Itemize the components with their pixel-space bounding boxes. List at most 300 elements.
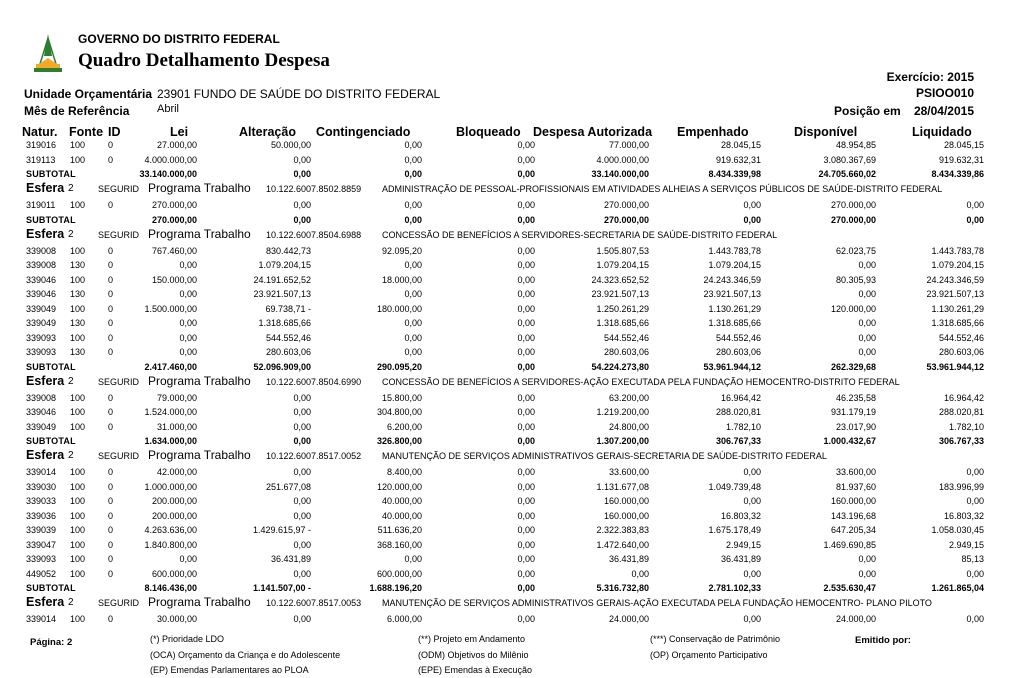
cell-fonte: 100: [70, 467, 86, 477]
subtotal-row: [0, 362, 1024, 374]
cell-contingenciado: 511.636,20: [377, 525, 422, 535]
cell-despesa-autorizada: 36.431,89: [608, 554, 649, 564]
cell-natur: 319113: [26, 154, 56, 165]
cell-natur: 319011: [26, 200, 56, 210]
esfera-header: [0, 448, 1024, 463]
note-patrimonio: (***) Conservação de Patrimônio: [650, 634, 781, 644]
cell-lei: 2.417.460,00: [144, 361, 197, 372]
cell-natur: 339093: [26, 347, 57, 357]
cell-disponivel: 143.196,68: [830, 510, 876, 521]
cell-bloqueado: 0,00: [517, 169, 535, 179]
programa-description: MANUTENÇÃO DE SERVIÇOS ADMINISTRATIVOS GERAIS-AÇÃO EXECUTADA PELA FUNDAÇÃO HEMOCENTRO- PLANO PILOTO: [382, 598, 932, 608]
cell-empenhado: 1.318.685,66: [708, 318, 761, 328]
cell-empenhado: 0,00: [743, 614, 761, 624]
cell-alteracao: 0,00: [293, 169, 311, 179]
cell-alteracao: 0,00: [293, 467, 311, 477]
cell-contingenciado: 368.160,00: [376, 539, 422, 550]
cell-alteracao: 1.079.204,15: [258, 260, 311, 270]
cell-alteracao: 0,00: [293, 392, 311, 403]
cell-disponivel: 3.080.367,69: [823, 154, 876, 165]
table-row: [0, 318, 1024, 330]
cell-contingenciado: 0,00: [404, 214, 422, 225]
cell-empenhado: 280.603,06: [715, 347, 761, 357]
cell-disponivel: 0,00: [858, 318, 876, 328]
cell-alteracao: 50.000,00: [270, 140, 311, 150]
esfera-label: Esfera: [26, 181, 65, 195]
cell-contingenciado: 40.000,00: [381, 496, 422, 506]
cell-contingenciado: 304.800,00: [376, 407, 422, 417]
cell-liquidado: 306.767,33: [938, 436, 984, 446]
cell-natur: 339046: [26, 274, 57, 285]
cell-despesa-autorizada: 1.307.200,00: [596, 436, 649, 446]
cell-alteracao: 830.442,73: [265, 245, 311, 256]
cell-alteracao: 0,00: [293, 539, 311, 550]
cell-liquidado: 8.434.339,86: [931, 169, 984, 179]
unidade-label: Unidade Orçamentária: [24, 87, 153, 101]
cell-id: 0: [108, 274, 114, 285]
programa-code: 10.122.6007.8504.6990: [266, 376, 362, 387]
cell-alteracao: 23.921.507,13: [253, 289, 311, 299]
table-row: [0, 260, 1024, 272]
cell-despesa-autorizada: 544.552,46: [603, 332, 649, 343]
table-row: [0, 614, 1024, 626]
cell-bloqueado: 0,00: [517, 154, 535, 165]
cell-liquidado: 1.318.685,66: [931, 318, 984, 328]
cell-bloqueado: 0,00: [517, 583, 535, 593]
cell-lei: 0,00: [179, 260, 197, 270]
cell-fonte: 130: [70, 289, 86, 299]
cell-id: 0: [108, 407, 114, 417]
cell-liquidado: 28.045,15: [943, 140, 984, 150]
cell-bloqueado: 0,00: [517, 332, 535, 343]
cell-disponivel: 2.535.630,47: [823, 583, 876, 593]
cell-disponivel: 120.000,00: [830, 303, 876, 314]
cell-despesa-autorizada: 1.318.685,66: [596, 318, 649, 328]
cell-despesa-autorizada: 160.000,00: [603, 496, 649, 506]
cell-contingenciado: 0,00: [404, 200, 422, 210]
cell-disponivel: 0,00: [858, 347, 876, 357]
cell-contingenciado: 0,00: [404, 332, 422, 343]
subtotal-row: [0, 583, 1024, 595]
cell-despesa-autorizada: 33.140.000,00: [591, 169, 649, 179]
table-row: [0, 333, 1024, 345]
cell-empenhado: 306.767,33: [715, 436, 761, 446]
cell-bloqueado: 0,00: [517, 140, 535, 150]
cell-lei: 33.140.000,00: [139, 169, 197, 179]
cell-disponivel: 0,00: [858, 554, 876, 564]
cell-bloqueado: 0,00: [517, 614, 535, 624]
cell-alteracao: 24.191.652,52: [253, 274, 311, 285]
col-contingenciado: Contingenciado: [316, 125, 411, 139]
programa-code: 10.122.6007.8502.8859: [266, 184, 362, 194]
cell-alteracao: 0,00: [293, 407, 311, 417]
cell-id: 0: [108, 245, 114, 256]
table-row: [0, 554, 1024, 566]
cell-fonte: 100: [70, 392, 86, 403]
cell-natur: 319016: [26, 140, 57, 150]
cell-lei: 1.000.000,00: [144, 481, 197, 492]
cell-alteracao: 0,00: [293, 200, 311, 210]
cell-natur: 339008: [26, 245, 57, 256]
cell-contingenciado: 600.000,00: [376, 568, 422, 579]
cell-disponivel: 270.000,00: [830, 214, 876, 225]
note-ep: (EP) Emendas Parlamentares ao PLOA: [150, 665, 309, 675]
cell-empenhado: 16.803,32: [720, 510, 761, 521]
esfera-number: 2: [68, 228, 74, 240]
table-row: [0, 393, 1024, 405]
cell-alteracao: 0,00: [293, 510, 311, 521]
cell-alteracao: 52.096.909,00: [253, 361, 311, 372]
esfera-number: 2: [68, 450, 74, 461]
cell-lei: 0,00: [179, 318, 197, 328]
posicao-value: 28/04/2015: [913, 104, 974, 118]
cell-liquidado: 280.603,06: [938, 347, 984, 357]
subtotal-row: [0, 169, 1024, 181]
cell-fonte: 100: [70, 481, 86, 492]
cell-bloqueado: 0,00: [517, 214, 535, 225]
cell-contingenciado: 0,00: [404, 347, 422, 357]
col-liquidado: Liquidado: [912, 125, 972, 139]
cell-despesa-autorizada: 4.000.000,00: [596, 154, 649, 165]
cell-despesa-autorizada: 24.000,00: [608, 614, 649, 624]
cell-liquidado: 2.949,15: [948, 539, 984, 550]
cell-id: 0: [108, 496, 114, 506]
cell-bloqueado: 0,00: [517, 436, 535, 446]
cell-bloqueado: 0,00: [517, 568, 535, 579]
segurid-label: SEGURID: [98, 229, 140, 240]
emitido-por: Emitido por:: [855, 635, 911, 646]
cell-fonte: 100: [70, 140, 86, 150]
programa-description: CONCESSÃO DE BENEFÍCIOS A SERVIDORES-AÇÃO EXECUTADA PELA FUNDAÇÃO HEMOCENTRO-DISTRITO FEDERAL: [382, 376, 900, 387]
table-row: [0, 140, 1024, 152]
cell-liquidado: 183.996,99: [938, 481, 984, 492]
cell-empenhado: 8.434.339,98: [708, 169, 761, 179]
col-alteracao: Alteração: [239, 125, 296, 139]
segurid-label: SEGURID: [98, 376, 140, 387]
cell-liquidado: 0,00: [966, 614, 984, 624]
segurid-label: SEGURID: [98, 598, 140, 608]
cell-lei: 0,00: [179, 554, 197, 564]
cell-bloqueado: 0,00: [517, 407, 535, 417]
programa-description: MANUTENÇÃO DE SERVIÇOS ADMINISTRATIVOS GERAIS-SECRETARIA DE SAÚDE-DISTRITO FEDERAL: [382, 451, 827, 461]
cell-empenhado: 28.045,15: [720, 140, 761, 150]
cell-lei: 31.000,00: [156, 421, 197, 432]
cell-empenhado: 0,00: [743, 200, 761, 210]
cell-despesa-autorizada: 63.200,00: [608, 392, 649, 403]
programa-code: 10.122.6007.8517.0053: [266, 598, 362, 608]
cell-bloqueado: 0,00: [517, 200, 535, 210]
cell-fonte: 130: [70, 260, 86, 270]
cell-disponivel: 931.179,19: [830, 407, 876, 417]
cell-lei: 270.000,00: [151, 214, 197, 225]
cell-disponivel: 1.469.690,85: [823, 539, 876, 550]
cell-bloqueado: 0,00: [517, 260, 535, 270]
esfera-number: 2: [68, 597, 74, 608]
cell-disponivel: 81.937,60: [835, 481, 876, 492]
cell-liquidado: 85,13: [961, 554, 984, 564]
col-id: ID: [108, 125, 121, 139]
subtotal-row: [0, 215, 1024, 227]
col-empenhado: Empenhado: [677, 125, 749, 139]
cell-natur: 339033: [26, 496, 57, 506]
cell-contingenciado: 120.000,00: [376, 481, 422, 492]
cell-id: 0: [108, 200, 114, 210]
cell-id: 0: [108, 614, 114, 624]
cell-natur: 339030: [26, 481, 57, 492]
cell-empenhado: 24.243.346,59: [703, 274, 761, 285]
programa-trabalho-label: Programa Trabalho: [148, 595, 251, 609]
cell-natur: 339093: [26, 332, 57, 343]
cell-natur: 339036: [26, 510, 57, 521]
cell-lei: 1.524.000,00: [144, 407, 197, 417]
cell-bloqueado: 0,00: [517, 481, 535, 492]
cell-liquidado: 23.921.507,13: [926, 289, 984, 299]
cell-lei: 1.500.000,00: [144, 303, 197, 314]
col-despesa-autorizada: Despesa Autorizada: [533, 125, 653, 139]
cell-id: 0: [108, 332, 114, 343]
cell-natur: 339093: [26, 554, 57, 564]
cell-contingenciado: 0,00: [404, 154, 422, 165]
cell-empenhado: 0,00: [743, 214, 761, 225]
cell-empenhado: 53.961.944,12: [703, 361, 761, 372]
cell-id: 0: [108, 140, 114, 150]
cell-natur: 339046: [26, 289, 57, 299]
cell-despesa-autorizada: 23.921.507,13: [591, 289, 649, 299]
cell-bloqueado: 0,00: [517, 361, 535, 372]
cell-natur: 339049: [26, 421, 57, 432]
cell-despesa-autorizada: 1.131.677,08: [596, 481, 649, 492]
cell-bloqueado: 0,00: [517, 289, 535, 299]
cell-disponivel: 262.329,68: [830, 361, 876, 372]
cell-disponivel: 23.017,90: [835, 421, 876, 432]
esfera-header: [0, 374, 1024, 389]
cell-empenhado: 544.552,46: [715, 332, 761, 343]
esfera-number: 2: [68, 183, 74, 194]
cell-alteracao: 0,00: [293, 568, 311, 579]
table-row: [0, 467, 1024, 479]
segurid-label: SEGURID: [98, 184, 140, 194]
page-number: Página: 2: [30, 637, 73, 648]
cell-bloqueado: 0,00: [517, 392, 535, 403]
cell-empenhado: 2.781.102,33: [708, 583, 761, 593]
cell-lei: 0,00: [179, 289, 197, 299]
cell-lei: 42.000,00: [156, 467, 197, 477]
cell-contingenciado: 290.095,20: [376, 361, 422, 372]
cell-fonte: 100: [70, 332, 86, 343]
cell-bloqueado: 0,00: [517, 318, 535, 328]
col-natur: Natur.: [22, 125, 58, 139]
esfera-header: [0, 595, 1024, 610]
cell-empenhado: 36.431,89: [720, 554, 761, 564]
cell-despesa-autorizada: 54.224.273,80: [591, 361, 649, 372]
table-row: [0, 155, 1024, 167]
cell-bloqueado: 0,00: [517, 274, 535, 285]
cell-disponivel: 270.000,00: [830, 200, 876, 210]
esfera-label: Esfera: [26, 226, 65, 241]
cell-despesa-autorizada: 2.322.383,83: [596, 525, 649, 535]
cell-lei: 600.000,00: [151, 568, 197, 579]
unidade-value: 23901 FUNDO DE SAÚDE DO DISTRITO FEDERAL: [157, 87, 441, 101]
table-row: [0, 289, 1024, 301]
cell-empenhado: 1.443.783,78: [708, 245, 761, 256]
cell-fonte: 100: [70, 303, 86, 314]
posicao-label: Posição em: [834, 104, 901, 118]
programa-trabalho-label: Programa Trabalho: [148, 448, 251, 462]
cell-liquidado: 1.058.030,45: [931, 525, 984, 535]
cell-natur: 339008: [26, 260, 57, 270]
esfera-label: Esfera: [26, 373, 65, 388]
cell-contingenciado: 0,00: [404, 140, 422, 150]
cell-fonte: 100: [70, 614, 86, 624]
cell-despesa-autorizada: 270.000,00: [603, 214, 649, 225]
cell-empenhado: 1.782,10: [725, 421, 761, 432]
cell-disponivel: 46.235,58: [835, 392, 876, 403]
cell-natur: 339014: [26, 614, 57, 624]
note-ldo: (*) Prioridade LDO: [150, 634, 225, 644]
cell-alteracao: 544.552,46: [265, 332, 311, 343]
cell-lei: 8.146.436,00: [144, 583, 197, 593]
cell-lei: 0,00: [179, 347, 197, 357]
cell-empenhado: 2.949,15: [725, 539, 761, 550]
cell-contingenciado: 1.688.196,20: [369, 583, 422, 593]
cell-natur: 339047: [26, 539, 57, 550]
table-row: [0, 482, 1024, 494]
cell-alteracao: 0,00: [293, 496, 311, 506]
cell-liquidado: 1.261.865,04: [931, 583, 984, 593]
cell-empenhado: 0,00: [743, 467, 761, 477]
exercicio: Exercício: 2015: [886, 70, 974, 84]
col-lei: Lei: [170, 125, 189, 139]
cell-empenhado: 288.020,81: [715, 407, 761, 417]
cell-liquidado: 0,00: [966, 214, 984, 225]
cell-contingenciado: 18.000,00: [381, 274, 422, 285]
cell-id: 0: [108, 510, 114, 521]
cell-disponivel: 62.023,75: [835, 245, 876, 256]
cell-lei: 30.000,00: [156, 614, 197, 624]
cell-despesa-autorizada: 5.316.732,80: [596, 583, 649, 593]
cell-id: 0: [108, 392, 114, 403]
cell-liquidado: 0,00: [966, 568, 984, 579]
cell-liquidado: 16.964,42: [943, 392, 984, 403]
cell-lei: 0,00: [179, 332, 197, 343]
cell-id: 0: [108, 467, 114, 477]
table-row: [0, 511, 1024, 523]
cell-contingenciado: 0,00: [404, 554, 422, 564]
cell-fonte: 100: [70, 200, 86, 210]
cell-liquidado: 288.020,81: [938, 407, 984, 417]
esfera-label: Esfera: [26, 595, 65, 609]
cell-id: 0: [108, 568, 114, 579]
cell-lei: 200.000,00: [151, 496, 197, 506]
cell-natur: 339049: [26, 318, 57, 328]
cell-empenhado: 919.632,31: [715, 154, 761, 165]
table-row: [0, 407, 1024, 419]
cell-liquidado: 16.803,32: [943, 510, 984, 521]
cell-disponivel: 0,00: [858, 332, 876, 343]
cell-alteracao: 1.429.615,97 -: [252, 525, 311, 535]
programa-description: CONCESSÃO DE BENEFÍCIOS A SERVIDORES-SECRETARIA DE SAÚDE-DISTRITO FEDERAL: [382, 229, 778, 240]
cell-disponivel: 48.954,85: [835, 140, 876, 150]
cell-lei: 150.000,00: [151, 274, 197, 285]
cell-bloqueado: 0,00: [517, 496, 535, 506]
cell-contingenciado: 6.000,00: [386, 614, 422, 624]
table-row: [0, 304, 1024, 316]
note-oca: (OCA) Orçamento da Criança e do Adolescente: [150, 650, 341, 660]
cell-liquidado: 0,00: [966, 467, 984, 477]
cell-alteracao: 1.141.507,00 -: [252, 583, 311, 593]
cell-disponivel: 160.000,00: [830, 496, 876, 506]
table-row: [0, 569, 1024, 581]
cell-lei: 270.000,00: [151, 200, 197, 210]
cell-natur: 339014: [26, 467, 57, 477]
cell-id: 0: [108, 347, 114, 357]
cell-alteracao: 280.603,06: [265, 347, 311, 357]
table-row: [0, 246, 1024, 258]
cell-despesa-autorizada: 1.250.261,29: [596, 303, 649, 314]
cell-liquidado: 53.961.944,12: [926, 361, 984, 372]
cell-liquidado: 544.552,46: [938, 332, 984, 343]
mes-label: Mês de Referência: [24, 104, 130, 118]
cell-contingenciado: 40.000,00: [381, 510, 422, 521]
cell-despesa-autorizada: 280.603,06: [603, 347, 649, 357]
cell-bloqueado: 0,00: [517, 525, 535, 535]
cell-lei: 1.840.800,00: [144, 539, 197, 550]
cell-despesa-autorizada: 160.000,00: [603, 510, 649, 521]
government-name: GOVERNO DO DISTRITO FEDERAL: [78, 32, 280, 46]
cell-fonte: 100: [70, 525, 86, 535]
cell-contingenciado: 15.800,00: [381, 392, 422, 403]
cell-id: 0: [108, 554, 114, 564]
cell-fonte: 100: [70, 568, 86, 579]
cell-lei: 79.000,00: [156, 392, 197, 403]
programa-trabalho-label: Programa Trabalho: [148, 373, 251, 388]
cell-bloqueado: 0,00: [517, 421, 535, 432]
cell-fonte: 100: [70, 496, 86, 506]
cell-id: 0: [108, 260, 114, 270]
cell-liquidado: 24.243.346,59: [926, 274, 984, 285]
programa-trabalho-label: Programa Trabalho: [148, 226, 251, 241]
cell-despesa-autorizada: 1.079.204,15: [596, 260, 649, 270]
cell-disponivel: 80.305,93: [835, 274, 876, 285]
cell-alteracao: 0,00: [293, 436, 311, 446]
note-projeto: (**) Projeto em Andamento: [418, 634, 526, 644]
cell-fonte: 100: [70, 554, 86, 564]
cell-contingenciado: 0,00: [404, 260, 422, 270]
cell-despesa-autorizada: 1.472.640,00: [596, 539, 649, 550]
cell-fonte: 100: [70, 539, 86, 550]
cell-fonte: 100: [70, 274, 86, 285]
table-row: [0, 347, 1024, 359]
cell-despesa-autorizada: 33.600,00: [608, 467, 649, 477]
cell-liquidado: 919.632,31: [938, 154, 984, 165]
gdf-logo-icon: [30, 34, 66, 74]
col-fonte: Fonte: [69, 125, 104, 139]
cell-despesa-autorizada: 77.000,00: [608, 140, 649, 150]
table-row: [0, 200, 1024, 212]
cell-id: 0: [108, 289, 114, 299]
cell-empenhado: 23.921.507,13: [703, 289, 761, 299]
note-epe: (EPE) Emendas à Execução: [418, 665, 533, 675]
cell-disponivel: 0,00: [858, 568, 876, 579]
cell-natur: SUBTOTAL: [26, 361, 76, 372]
cell-disponivel: 24.000,00: [835, 614, 876, 624]
cell-bloqueado: 0,00: [517, 467, 535, 477]
programa-code: 10.122.6007.8504.6988: [266, 229, 362, 240]
cell-empenhado: 1.079.204,15: [708, 260, 761, 270]
cell-alteracao: 251.677,08: [265, 481, 311, 492]
cell-empenhado: 0,00: [743, 496, 761, 506]
esfera-number: 2: [68, 375, 74, 387]
